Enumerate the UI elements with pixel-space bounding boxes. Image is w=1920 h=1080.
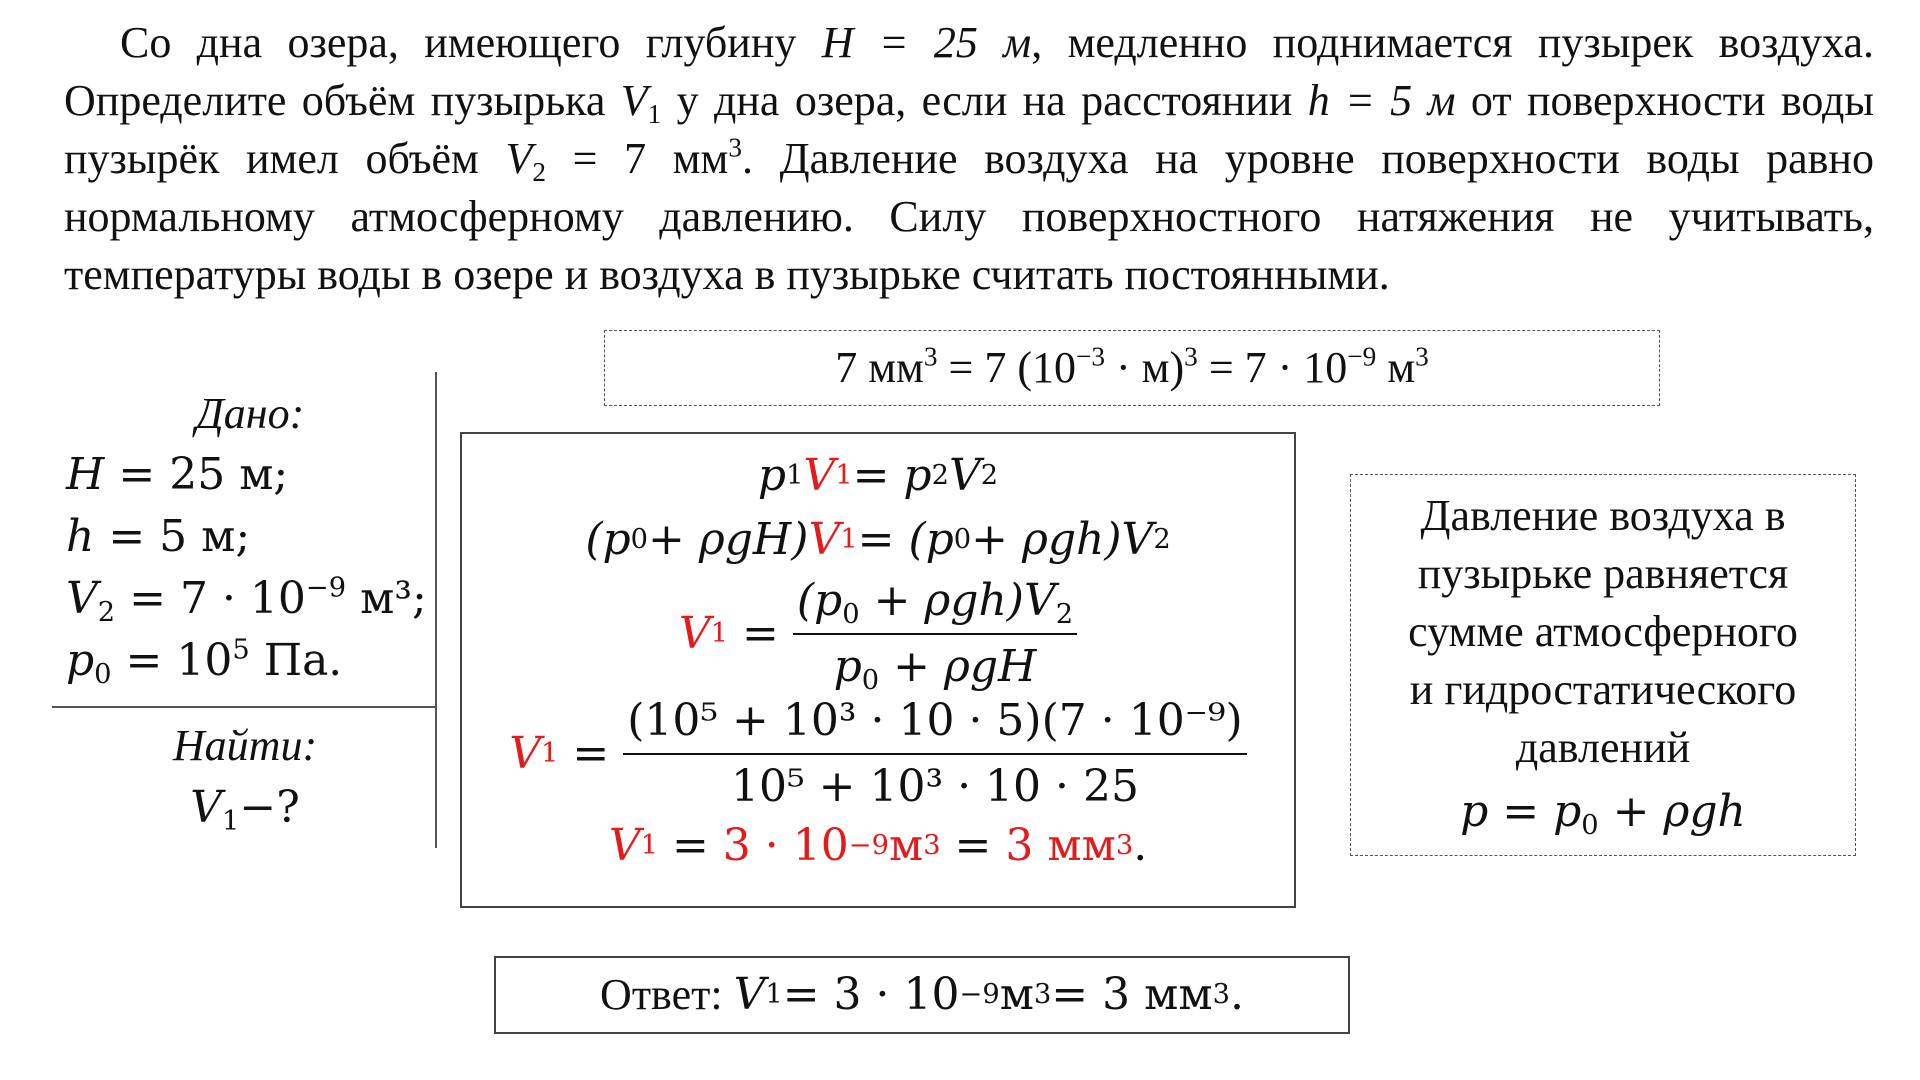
- problem-text-2: , медленно поднимается пузырек воздуха. Определите объём пузырька: [64, 18, 1875, 125]
- unit-conversion-box: [604, 330, 1660, 406]
- problem-text-1: Со дна озера, имеющего глубину: [120, 18, 822, 67]
- problem-paragraph: [64, 14, 1874, 304]
- eq3-V1: V: [678, 608, 711, 659]
- problem-V1-sub: 1: [647, 99, 662, 130]
- find-tail: −?: [239, 782, 300, 833]
- note-box: [1350, 474, 1856, 856]
- given-horizontal-divider: [52, 706, 436, 708]
- answer-var: V: [733, 969, 766, 1020]
- find-title: Найти:: [172, 721, 318, 770]
- eq-line-4: V 1 = $\frac{\text{(10⁵ + 10³ · 10 · 5)(7 · 10⁻⁹)}}{\text{10⁵ + 10³ · 10 · 25}}$: [462, 696, 1294, 812]
- note-line: и гидростатического: [1409, 665, 1797, 714]
- eq-line-1: p 1 V 1 = p 2 V 2: [462, 448, 1294, 504]
- eq2-left: (p: [585, 514, 631, 565]
- given-sub: 2: [97, 597, 116, 629]
- eq4-equals: =: [558, 728, 624, 779]
- given-rest: = 7 · 10: [115, 573, 306, 624]
- problem-V1: V: [620, 76, 648, 125]
- given-var: h: [66, 511, 95, 562]
- problem-h-eq: h = 5 м: [1307, 76, 1456, 125]
- eq1-V2: V: [948, 450, 981, 501]
- given-line-H: [66, 444, 427, 506]
- solution-box: [460, 432, 1296, 908]
- eq3-equals: =: [728, 608, 793, 659]
- given-list: [66, 444, 427, 692]
- answer-box: Ответ: V 1 = 3 · 10 −9 м 3 = 3 мм 3 .: [494, 956, 1350, 1034]
- given-sup: −9: [305, 572, 347, 604]
- conv-exp5: 3: [1415, 341, 1429, 372]
- eq5-unit: м: [888, 820, 924, 871]
- find-var: V: [190, 782, 222, 833]
- note-formula-sub: 0: [1581, 810, 1599, 842]
- conv-part4: = 7 · 10: [1197, 343, 1348, 392]
- eq3-num-sub: 0: [842, 599, 860, 631]
- conv-part5: м: [1376, 343, 1416, 392]
- given-sub: 0: [94, 659, 112, 691]
- eq5-equals: =: [657, 820, 723, 871]
- eq3-den-a: p: [833, 641, 862, 692]
- eq3-numerator: [793, 573, 1077, 635]
- note-line: пузырьке равняется: [1417, 549, 1789, 598]
- eq5-value2: 3 мм: [1005, 820, 1116, 871]
- note-line: Давление воздуха в: [1420, 491, 1786, 540]
- problem-V2: V: [505, 134, 533, 183]
- note-formula: [1351, 783, 1855, 841]
- problem-V2-sub: 2: [532, 157, 547, 188]
- eq3-den-sub: 0: [861, 665, 880, 697]
- eq4-denominator: 10⁵ + 10³ · 10 · 25: [730, 761, 1139, 812]
- conv-exp2: −3: [1076, 341, 1106, 372]
- note-formula-a: p = p: [1460, 786, 1582, 837]
- given-title: Дано:: [195, 389, 305, 438]
- given-var: p: [66, 635, 95, 686]
- answer-unit: м: [999, 969, 1034, 1020]
- problem-text-3: у дна озера, если на расстоянии: [661, 76, 1308, 125]
- eq2-right-rest: + ρgh)V: [971, 514, 1154, 565]
- eq4-numerator: (10⁵ + 10³ · 10 · 5)(7 · 10⁻⁹): [623, 693, 1246, 755]
- eq1-p1: p: [757, 450, 787, 501]
- eq3-num-a: (p: [796, 575, 843, 626]
- eq4-fraction: [623, 693, 1246, 815]
- given-tail: м³;: [346, 573, 427, 624]
- conv-part3: · м): [1105, 343, 1185, 392]
- eq1-mid: = p: [852, 450, 932, 501]
- problem-text-5: . Давление воздуха на уровне поверхности воды равно нормальному атмосферному давлению. Силу поверхностного натяжения не учитывать, температуры воды в озере и воздуха в пузырьке считать постоянными.: [64, 134, 1874, 299]
- conv-part2: = 7 (10: [937, 343, 1076, 392]
- conv-part1: 7 мм: [835, 343, 924, 392]
- given-line-p0: [66, 630, 427, 692]
- eq5-equals2: =: [940, 820, 1006, 871]
- eq-line-3: V 1 = $\frac{(p_0 + \rho gh)V_2}{p_0 + \rho gH}$: [462, 576, 1294, 692]
- answer-label: Ответ:: [600, 970, 734, 1019]
- find-value: [140, 782, 350, 838]
- problem-V2-value: = 7 мм: [546, 134, 729, 183]
- problem-H-eq: H = 25 м: [821, 18, 1032, 67]
- note-line: сумме атмосферного: [1408, 607, 1798, 656]
- problem-text-4: от поверхности воды пузырёк имел объём: [64, 76, 1874, 183]
- eq2-V1: V: [808, 514, 841, 565]
- conv-exp4: −9: [1347, 341, 1377, 372]
- problem-V2-exp: 3: [728, 132, 743, 163]
- conv-exp3: 3: [1184, 341, 1198, 372]
- eq3-num-sub2: 2: [1055, 599, 1074, 631]
- eq-line-2: (p 0 + ρgH) V 1 = (p 0 + ρgh)V 2: [462, 512, 1294, 568]
- eq5-dot: .: [1133, 820, 1148, 871]
- note-formula-b: + ρgh: [1598, 786, 1746, 837]
- eq1-V1: V: [803, 450, 836, 501]
- eq4-V1: V: [509, 728, 542, 779]
- given-vertical-divider: [435, 372, 437, 848]
- answer-rest2: = 3 мм: [1051, 969, 1213, 1020]
- conversion-expression: [835, 340, 1429, 396]
- given-sup: 5: [232, 634, 250, 666]
- eq5-value: 3 · 10: [722, 820, 849, 871]
- eq3-fraction: [793, 573, 1077, 695]
- given-line-V2: [66, 568, 427, 630]
- eq5-V1: V: [608, 820, 641, 871]
- eq2-right: = (p: [857, 514, 954, 565]
- given-tail: Па.: [249, 635, 343, 686]
- eq3-denominator: [830, 635, 1041, 695]
- eq3-num-b: + ρgh)V: [859, 575, 1056, 626]
- problem-statement: [64, 14, 1874, 304]
- given-line-h: [66, 506, 427, 568]
- given-var: H: [66, 449, 105, 500]
- answer-dot: .: [1229, 969, 1244, 1020]
- eq2-left-rest: + ρgH): [648, 514, 809, 565]
- given-rest: = 5 м;: [94, 511, 251, 562]
- given-var: V: [66, 573, 98, 624]
- note-line: давлений: [1515, 723, 1691, 772]
- eq-line-5: V 1 = 3 · 10 −9 м 3 = 3 мм 3 .: [462, 818, 1294, 874]
- given-rest: = 10: [111, 635, 233, 686]
- answer-rest: = 3 · 10: [782, 969, 960, 1020]
- conv-exp1: 3: [923, 341, 938, 372]
- eq3-den-b: + ρgH: [879, 641, 1037, 692]
- find-sub: 1: [221, 806, 240, 838]
- given-rest: = 25 м;: [104, 449, 289, 500]
